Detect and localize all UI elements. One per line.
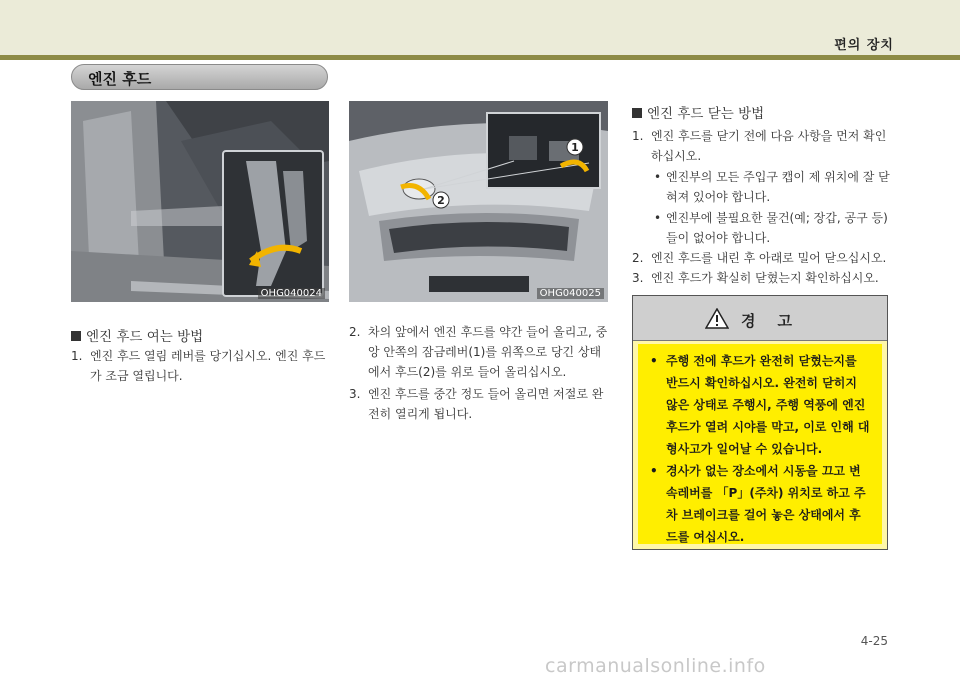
- warning-title: 경고: [741, 312, 814, 330]
- closing-step-2: 2. 엔진 후드를 내린 후 아래로 밀어 닫으십시오.: [632, 251, 887, 265]
- hood-lever-illustration: [71, 101, 329, 302]
- closing-bullet-1: • 엔진부의 모든 주입구 캡이 제 위치에 잘 닫혀져 있어야 합니다.: [654, 167, 890, 207]
- bullet-dot-icon: •: [654, 170, 662, 184]
- warning-body: [638, 344, 882, 544]
- warning-item-1: • 주행 전에 후드가 완전히 닫혔는지를 반드시 확인하십시오. 완전히 닫히지 않은 상태로 주행시, 주행 역풍에 엔진후드가 열려 시야를 막고, 이로 인해 대형사고가 일어날 수 있습니다.: [650, 350, 872, 460]
- closing-step-3: 3. 엔진 후드가 확실히 닫혔는지 확인하십시오.: [632, 271, 879, 285]
- heading-square-icon: [632, 108, 642, 118]
- header-band: [0, 0, 960, 55]
- photo-code: OHG040025: [537, 288, 604, 299]
- page-number: 4-25: [860, 634, 888, 648]
- opening-step-2: 2. 차의 앞에서 엔진 후드를 약간 들어 올리고, 중앙 안쪽의 잠금레버(1)를 위쪽으로 당긴 상태에서 후드(2)를 위로 들어 올리십시오.: [349, 325, 608, 379]
- bullet-dot-icon: •: [650, 354, 658, 368]
- closing-heading: 엔진 후드 닫는 방법: [632, 102, 764, 122]
- callout-1: 1: [571, 141, 579, 154]
- callout-2: 2: [437, 194, 445, 207]
- photo-hood-front: [349, 101, 608, 302]
- header-rule: [0, 55, 960, 60]
- warning-triangle-icon: [705, 308, 729, 329]
- closing-step-1: 1. 엔진 후드를 닫기 전에 다음 사항을 먼저 확인하십시오.: [632, 129, 887, 163]
- warning-header: [633, 296, 887, 341]
- closing-bullet-2: • 엔진부에 불필요한 물건(예; 장갑, 공구 등)들이 없어야 합니다.: [654, 208, 890, 248]
- opening-step-3: 3. 엔진 후드를 중간 정도 들어 올리면 저절로 완전히 열리게 됩니다.: [349, 387, 604, 421]
- hood-front-illustration: [349, 101, 608, 302]
- warning-item-2: • 경사가 없는 장소에서 시동을 끄고 변속레버를 「P」(주차) 위치로 하고 주차 브레이크를 걸어 놓은 상태에서 후드를 여십시오.: [650, 460, 872, 548]
- warning-box: [632, 295, 888, 550]
- bullet-dot-icon: •: [654, 211, 662, 225]
- bullet-dot-icon: •: [650, 464, 658, 478]
- chapter-title: 편의 장치: [834, 38, 894, 53]
- section-title-pill: [71, 64, 328, 90]
- opening-step-1: 1. 엔진 후드 열림 레버를 당기십시오. 엔진 후드가 조금 열립니다.: [71, 349, 326, 383]
- opening-heading: 엔진 후드 여는 방법: [71, 325, 203, 345]
- photo-hood-release-lever: [71, 101, 329, 302]
- photo-code: OHG040024: [258, 288, 325, 299]
- section-title: 엔진 후드: [88, 70, 152, 88]
- watermark: carmanualsonline.info: [545, 655, 766, 677]
- heading-square-icon: [71, 331, 81, 341]
